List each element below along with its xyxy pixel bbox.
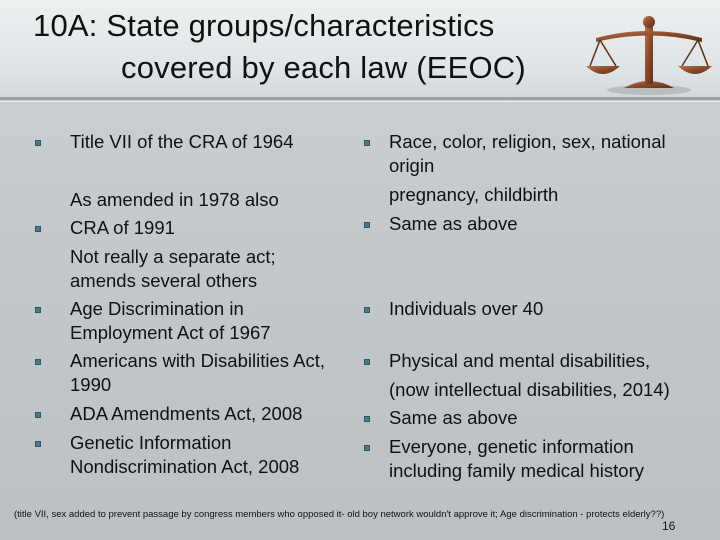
square-bullet-icon (364, 140, 370, 146)
right-item-adea: Individuals over 40 (389, 298, 544, 319)
right-item-pregnancy: pregnancy, childbirth (389, 184, 559, 205)
right-item-title-vii-1: Race, color, religion, sex, national (389, 131, 666, 152)
right-item-gina-1: Everyone, genetic information (389, 436, 634, 457)
left-item-cra-1991: CRA of 1991 (70, 217, 175, 238)
right-item-cra-same: Same as above (389, 213, 518, 234)
right-item-title-vii-2: origin (389, 155, 435, 176)
left-item-adea-2: Employment Act of 1967 (70, 322, 271, 343)
left-item-cra-note-1: Not really a separate act; (70, 246, 276, 267)
right-item-gina-2: including family medical history (389, 460, 644, 481)
left-item-gina-2: Nondiscrimination Act, 2008 (70, 456, 300, 477)
page-number: 16 (662, 519, 676, 533)
slide-title-line-2: covered by each law (EEOC) (121, 50, 526, 85)
left-item-adea-1: Age Discrimination in (70, 298, 244, 319)
square-bullet-icon (364, 416, 370, 422)
left-item-cra-note-2: amends several others (70, 270, 258, 291)
right-item-ada-1: Physical and mental disabilities, (389, 350, 651, 371)
square-bullet-icon (364, 222, 370, 228)
left-item-title-vii: Title VII of the CRA of 1964 (70, 131, 294, 152)
left-item-adaaa: ADA Amendments Act, 2008 (70, 403, 303, 424)
square-bullet-icon (364, 359, 370, 365)
slide-title-line-1: 10A: State groups/characteristics (33, 8, 495, 43)
left-item-ada-1: Americans with Disabilities Act, (70, 350, 325, 371)
footnote: (title VII, sex added to prevent passage by congress members who opposed it- old boy network wouldn't approve it; Age discrimination - protects elderly??) (14, 509, 665, 520)
square-bullet-icon (364, 307, 370, 313)
square-bullet-icon (364, 445, 370, 451)
left-item-gina-1: Genetic Information (70, 432, 232, 453)
left-item-as-amended: As amended in 1978 also (70, 189, 279, 210)
right-item-ada-2: (now intellectual disabilities, 2014) (389, 379, 670, 400)
left-item-ada-2: 1990 (70, 374, 112, 395)
right-item-adaaa: Same as above (389, 407, 518, 428)
